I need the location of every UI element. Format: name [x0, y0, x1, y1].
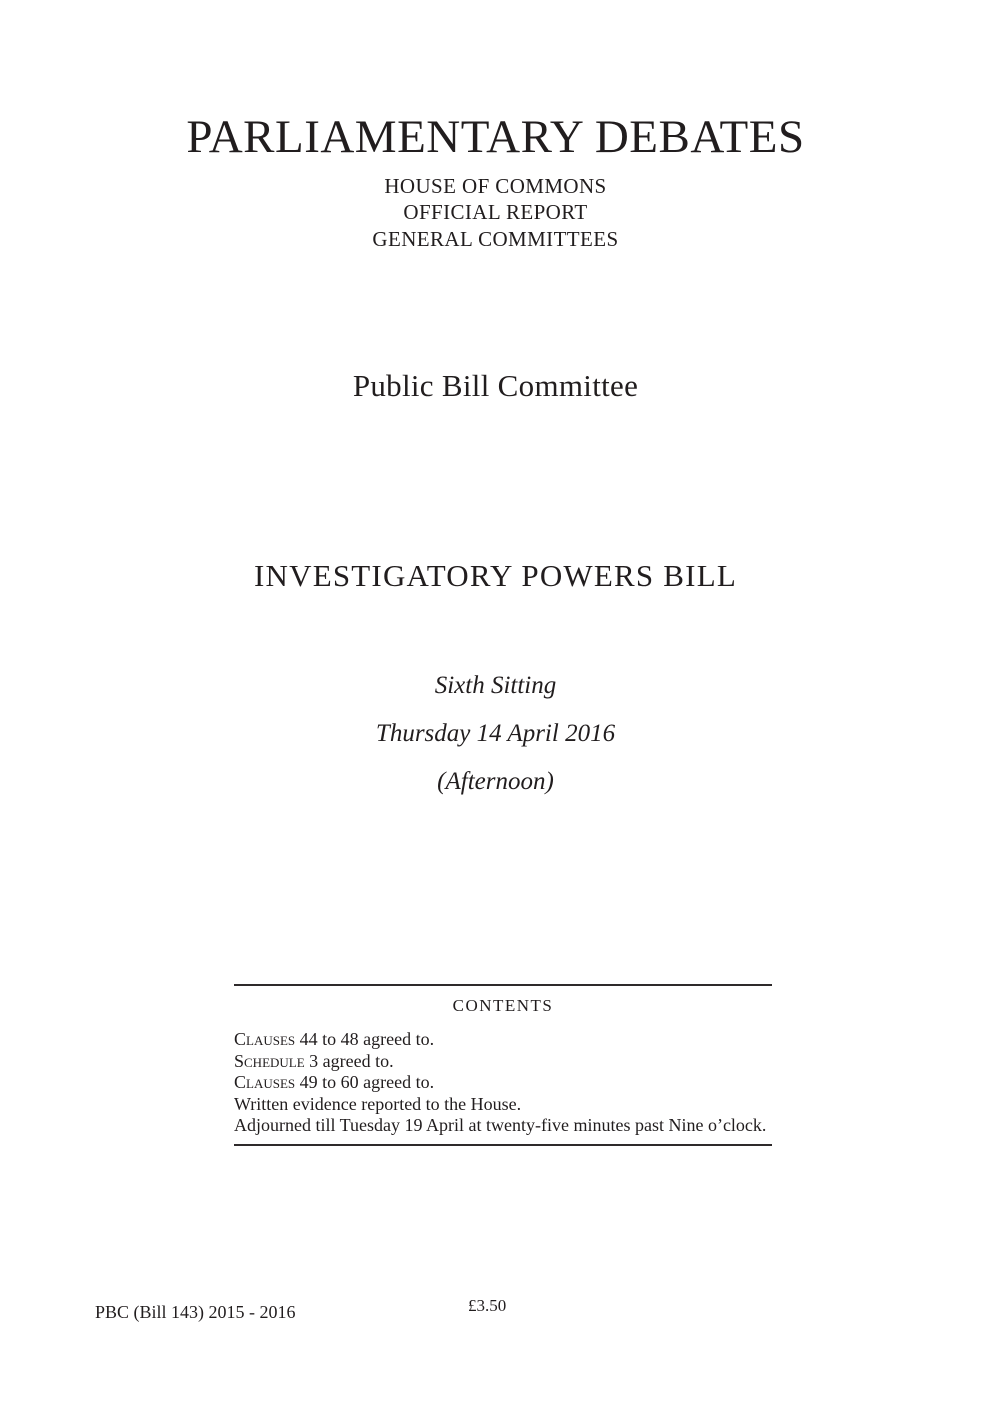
masthead-subtitle-report: OFFICIAL REPORT: [403, 200, 588, 225]
contents-item-keyword: Schedule: [234, 1050, 305, 1071]
sitting-date: Thursday 14 April 2016: [375, 720, 616, 747]
sitting-session: (Afternoon): [437, 768, 554, 795]
contents-item: [234, 1072, 772, 1094]
contents-item-text: 49 to 60 agreed to.: [295, 1072, 435, 1092]
masthead-subtitle-house: HOUSE OF COMMONS: [384, 173, 607, 198]
committee-title: Public Bill Committee: [352, 368, 639, 403]
contents-item-text: Adjourned till Tuesday 19 April at twenty-five minutes past Nine o’clock.: [234, 1115, 767, 1135]
sitting-number: Sixth Sitting: [434, 672, 557, 699]
contents-item: [234, 1029, 772, 1051]
masthead: [0, 112, 991, 252]
bill-title: INVESTIGATORY POWERS BILL: [254, 558, 737, 593]
contents-item: [234, 1115, 772, 1137]
contents-item-keyword: Clauses: [234, 1029, 296, 1049]
contents-list: [234, 1029, 772, 1137]
contents-item-text: 3 agreed to.: [304, 1050, 394, 1071]
masthead-subtitle-committees: GENERAL COMMITTEES: [372, 226, 619, 251]
contents-section: [234, 984, 772, 1146]
contents-item-keyword: Clauses: [234, 1072, 296, 1092]
contents-item: [234, 1051, 772, 1073]
footer-reference: PBC (Bill 143) 2015 - 2016: [95, 1302, 296, 1322]
contents-heading: CONTENTS: [452, 996, 554, 1015]
sitting-block: [0, 672, 991, 795]
contents-item-text: Written evidence reported to the House.: [234, 1093, 522, 1114]
masthead-subtitles: [0, 173, 991, 253]
footer-price: £3.50: [468, 1296, 507, 1315]
contents-rule-top: [234, 984, 772, 986]
publication-title: PARLIAMENTARY DEBATES: [186, 111, 805, 163]
contents-item: [234, 1094, 772, 1116]
contents-rule-bottom: [234, 1144, 772, 1146]
contents-item-text: 44 to 48 agreed to.: [295, 1029, 435, 1049]
